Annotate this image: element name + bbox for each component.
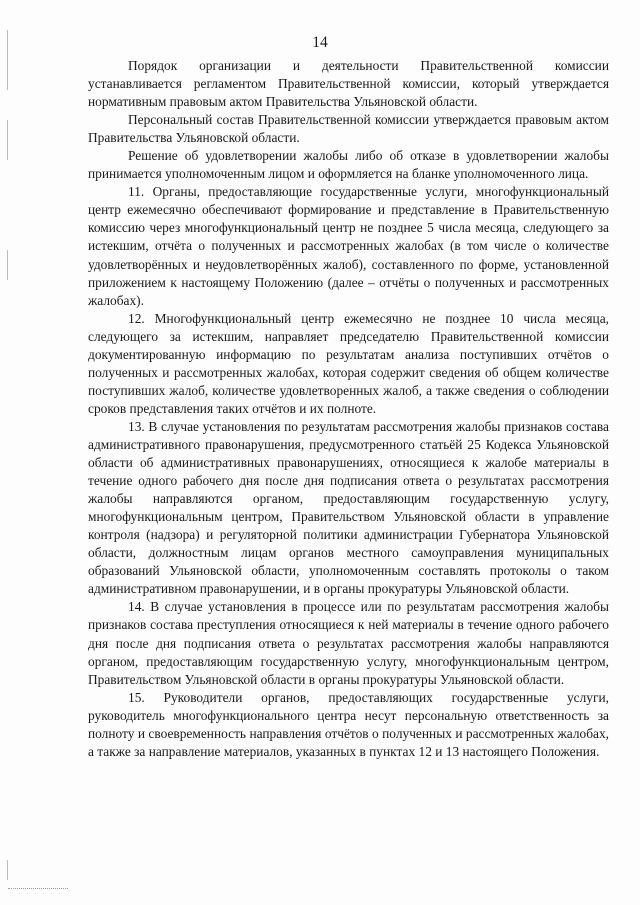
paragraph: Решение об удовлетворении жалобы либо об отказе в удовлетворении жалобы принимается уполномоченным лицом и оформляется на бланке уполномоченного лица. xyxy=(88,148,609,182)
page-number: 14 xyxy=(312,34,328,51)
scan-edge-mark xyxy=(7,120,8,160)
paragraph: 13. В случае установления по результатам рассмотрения жалобы признаков состава административного правонарушения, предусмотренного статьёй 25 Кодекса Ульяновской области об административных правонарушениях, относящиеся к жалобе материалы в течение одного рабочего дня после дня подписания ответа о результатах рассмотрения жалобы направляются органом, предоставляющим государственную услугу, многофункциональным центром, Правительством Ульяновской области в управление контроля (надзора) и регуляторной политики администрации Губернатора Ульяновской области, должностным лицам органов местного самоуправления муниципальных образований Ульяновской области, уполномоченным составлять протоколы о таком административном правонарушении, и в органы прокуратуры Ульяновской области. xyxy=(88,418,609,597)
paragraph: 12. Многофункциональный центр ежемесячно не позднее 10 числа месяца, следующего за истекшим, направляет председателю Правительственной комиссии документированную информацию по результатам анализа поступивших отчётов о полученных и рассмотренных жалобах, которая содержит сведения об общем количестве поступивших жалоб, количестве удовлетворенных жалоб, а также сведения о соблюдении сроков представления таких отчётов и их полноте. xyxy=(88,310,609,416)
scan-bottom-dots xyxy=(8,888,68,889)
scan-edge-mark xyxy=(7,860,8,880)
paragraph: 15. Руководители органов, предоставляющих государственные услуги, руководитель многофункционального центра несут персональную ответственность за полноту и своевременность направления отчётов о полученных и рассмотренных жалобах, а также за направление материалов, указанных в пунктах 12 и 13 настоящего Положения. xyxy=(88,689,609,759)
document-body xyxy=(88,57,609,761)
paragraph: Персональный состав Правительственной комиссии утверждается правовым актом Правительства Ульяновской области. xyxy=(88,112,609,146)
scan-edge-mark xyxy=(7,250,8,280)
paragraph: 11. Органы, предоставляющие государственные услуги, многофункциональный центр ежемесячно обеспечивают формирование и представление в Правительственную комиссию через многофункциональный центр не позднее 5 числа месяца, следующего за истекшим, отчёта о полученных и рассмотренных жалобах (в том числе о количестве удовлетворённых и неудовлетворённых жалоб), составленного по форме, установленной приложением к настоящему Положению (далее – отчёты о полученных и рассмотренных жалобах). xyxy=(88,184,609,308)
paragraph: 14. В случае установления в процессе или по результатам рассмотрения жалобы признаков состава преступления относящиеся к ней материалы в течение одного рабочего дня после дня подписания ответа о результатах рассмотрения жалобы направляются органом, предоставляющим государственную услугу, многофункциональным центром, Правительством Ульяновской области в органы прокуратуры Ульяновской области. xyxy=(88,599,609,687)
paragraph: Порядок организации и деятельности Правительственной комиссии устанавливается регламентом Правительственной комиссии, который утверждается нормативным правовым актом Правительства Ульяновской области. xyxy=(88,58,609,110)
